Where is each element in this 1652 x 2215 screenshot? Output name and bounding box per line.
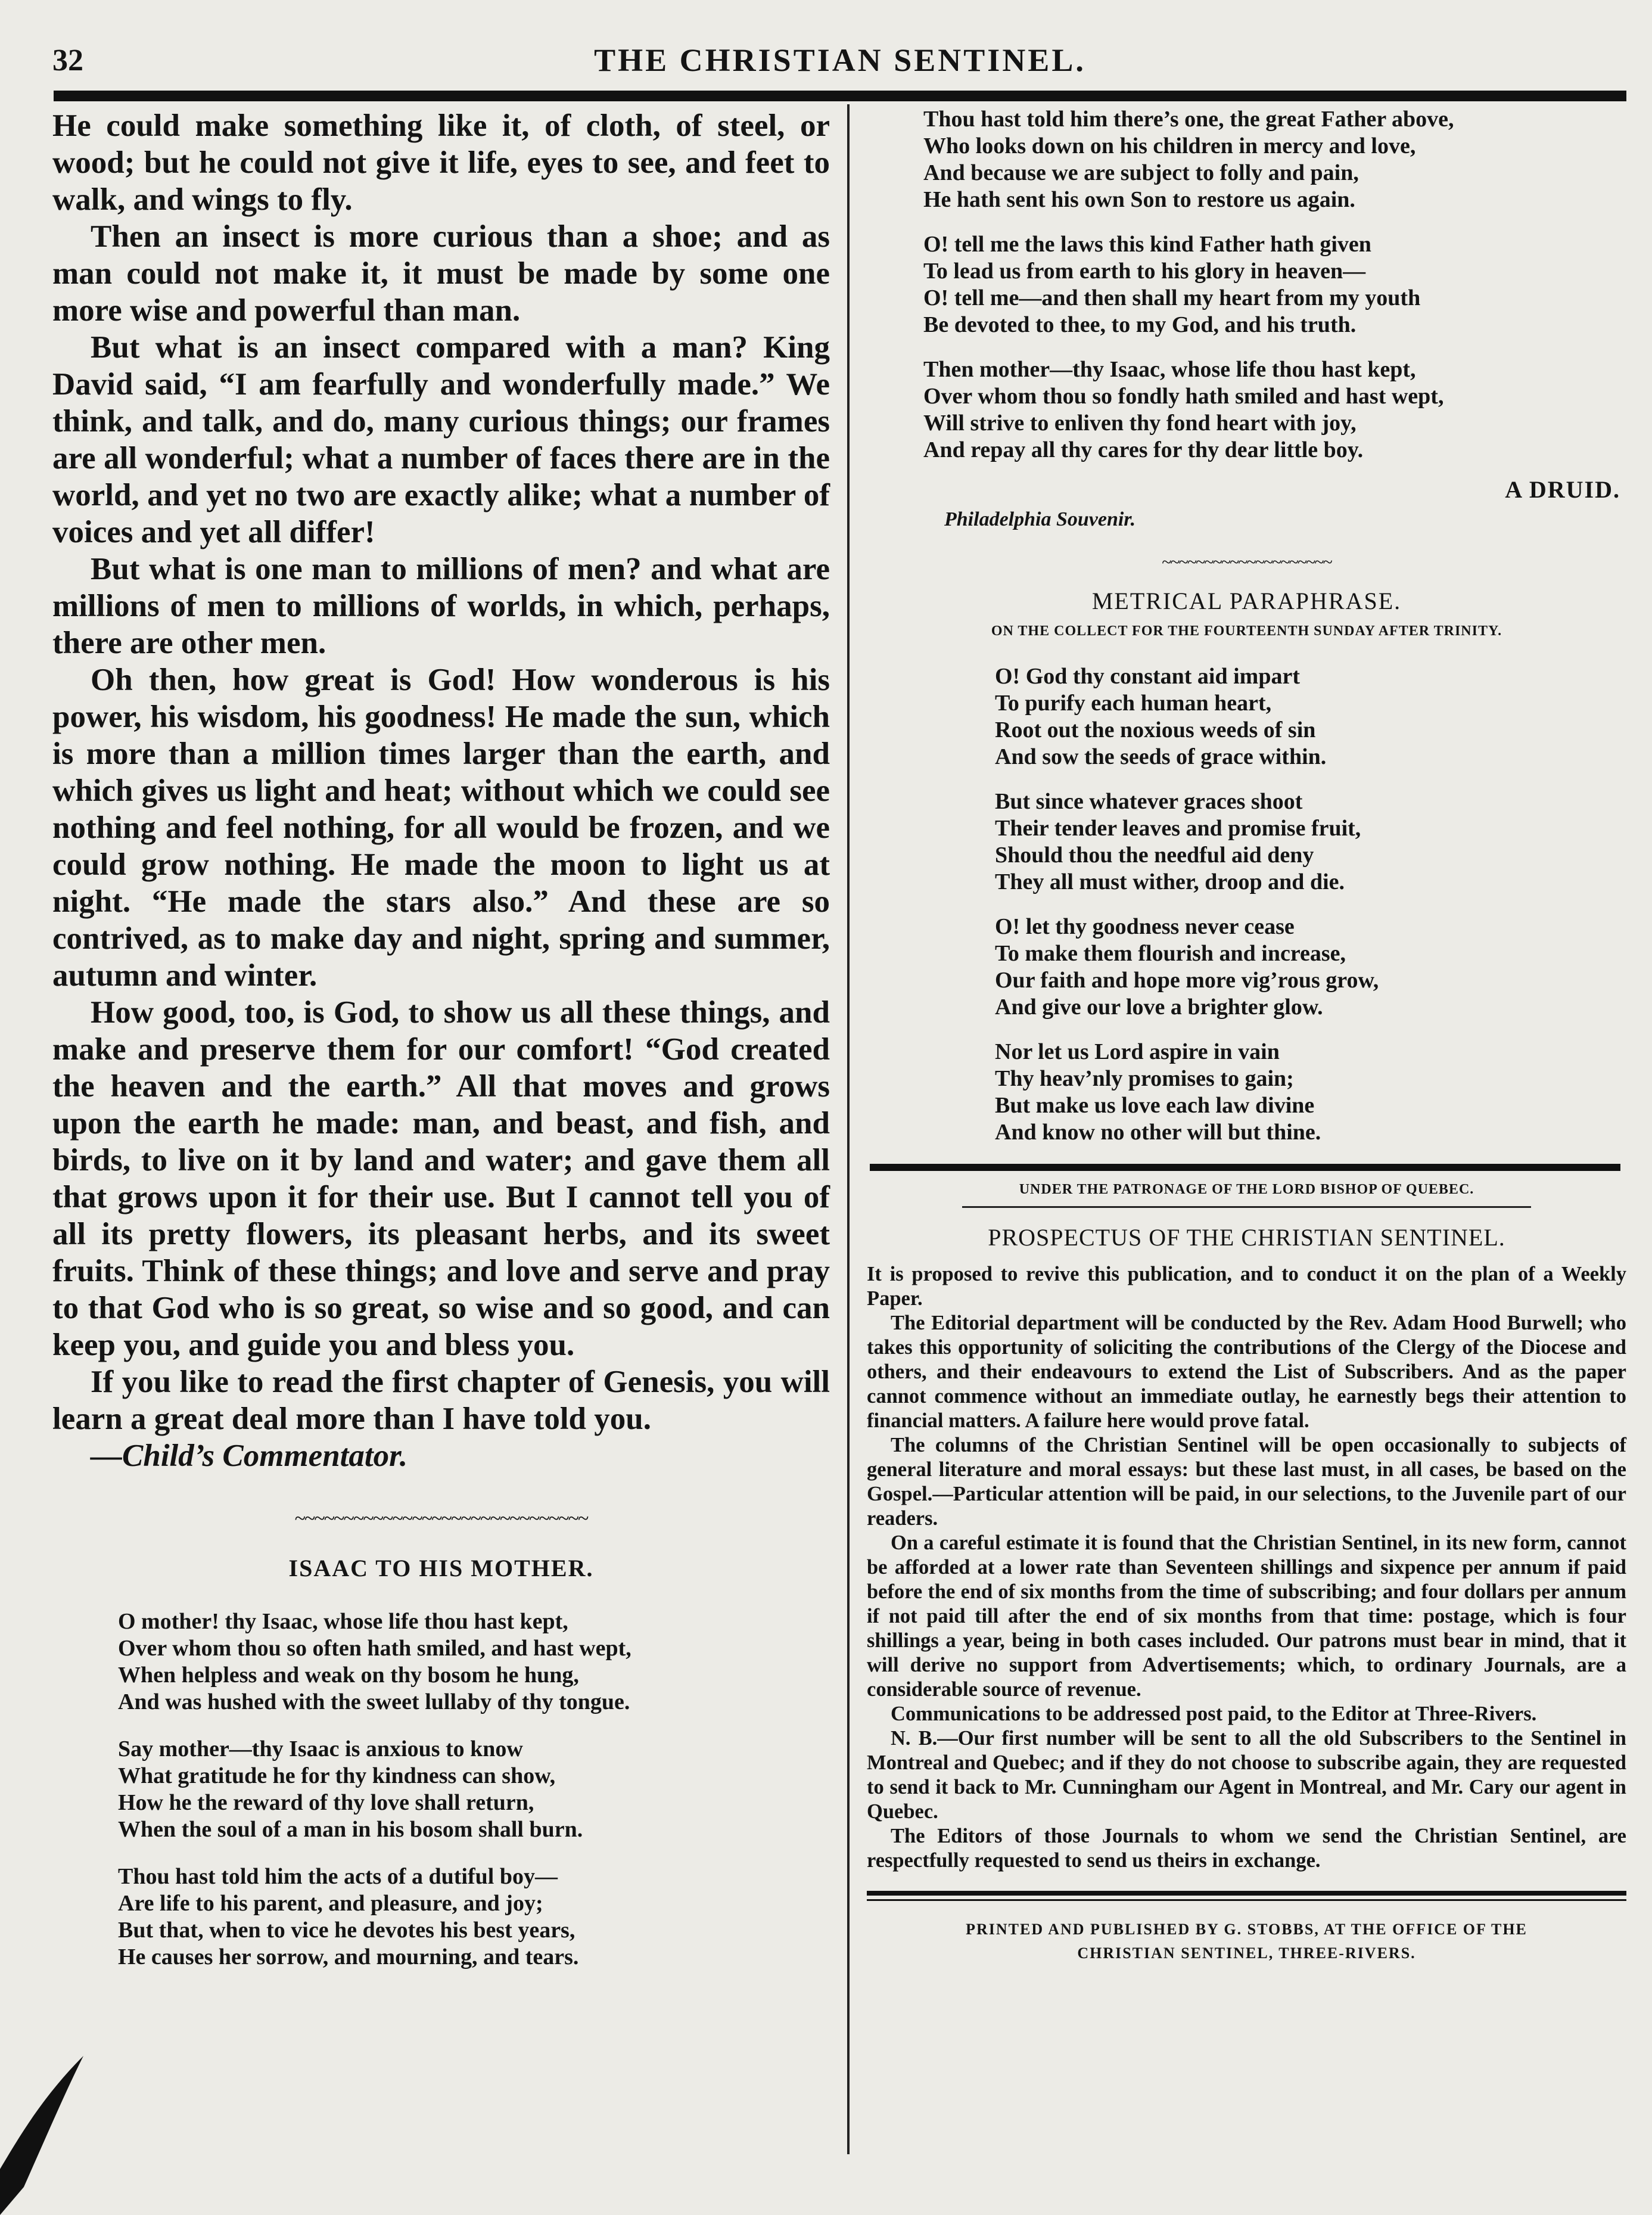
poem-line: Then mother—thy Isaac, whose life thou hast kept, bbox=[923, 357, 1416, 382]
footer-rule-thin bbox=[867, 1899, 1626, 1901]
header-rule bbox=[54, 91, 1626, 101]
masthead-title: THE CHRISTIAN SENTINEL. bbox=[594, 42, 1086, 78]
patronage-line: UNDER THE PATRONAGE OF THE LORD BISHOP OF QUEBEC. bbox=[1019, 1182, 1474, 1197]
hymn-line: Nor let us Lord aspire in vain bbox=[995, 1039, 1280, 1064]
prospectus-paragraph: It is proposed to revive this publication, and to conduct it on the plan of a Weekly Paper. bbox=[867, 1263, 1626, 1310]
hymn-line: O! let thy goodness never cease bbox=[995, 914, 1295, 939]
poem-line: To lead us from earth to his glory in heaven— bbox=[923, 259, 1366, 284]
poem-stanza bbox=[923, 356, 1626, 464]
poem-line: How he the reward of thy love shall return, bbox=[118, 1790, 534, 1815]
poem-stanza bbox=[923, 106, 1626, 213]
hymn-line: Our faith and hope more vig’rous grow, bbox=[995, 968, 1379, 993]
poem-line: When helpless and weak on thy bosom he hung, bbox=[118, 1663, 579, 1688]
poem-title: ISAAC TO HIS MOTHER. bbox=[288, 1555, 594, 1582]
hymn-stanza bbox=[995, 1039, 1626, 1146]
poem-line: O! tell me—and then shall my heart from my youth bbox=[923, 285, 1421, 310]
footer-rule bbox=[867, 1891, 1626, 1896]
hymn-line: But since whatever graces shoot bbox=[995, 789, 1303, 814]
poem-line: Are life to his parent, and pleasure, and joy; bbox=[118, 1891, 543, 1916]
article-body bbox=[52, 107, 830, 1474]
poem-line: Say mother—thy Isaac is anxious to know bbox=[118, 1736, 523, 1762]
poem-stanza bbox=[923, 231, 1626, 338]
poem-line: But that, when to vice he devotes his best years, bbox=[118, 1918, 575, 1943]
hymn-line: To purify each human heart, bbox=[995, 691, 1272, 716]
poem-line: Will strive to enliven thy fond heart with joy, bbox=[923, 411, 1357, 436]
ornament-divider: ~~~~~~~~~~~~~~~~~~~~~~~~~~~~~~ bbox=[294, 1508, 588, 1530]
poem-line: And was hushed with the sweet lullaby of thy tongue. bbox=[118, 1689, 630, 1714]
hymn-line: And know no other will but thine. bbox=[995, 1120, 1321, 1145]
paragraph: Then an insect is more curious than a shoe; and as man could not make it, it must be made by some one more wise and powerful than man. bbox=[52, 219, 830, 328]
prospectus-paragraph: The columns of the Christian Sentinel will be open occasionally to subjects of general literature and moral essays: but these last must, in all cases, be based on the Gospel.—Particular attention will be paid, in our selections, to the Juvenile part of our readers. bbox=[867, 1434, 1626, 1530]
hymn-line: Their tender leaves and promise fruit, bbox=[995, 816, 1361, 841]
paragraph: But what is one man to millions of men? and what are millions of men to millions of worlds, in which, perhaps, there are other men. bbox=[52, 552, 830, 660]
paragraph: But what is an insect compared with a man? King David said, “I am fearfully and wonderfully made.” We think, and talk, and do, many curious things; our frames are all wonderful; what a number of faces there are in the world, and yet no two are exactly alike; what a number of voices and yet all differ! bbox=[52, 330, 830, 549]
poem-line: O mother! thy Isaac, whose life thou hast kept, bbox=[118, 1609, 568, 1634]
source-attribution: —Child’s Commentator. bbox=[91, 1439, 408, 1473]
paragraph: He could make something like it, of cloth, of steel, or wood; but he could not give it life, eyes to see, and feet to walk, and wings to fly. bbox=[52, 108, 830, 217]
page-number: 32 bbox=[52, 44, 83, 77]
poem-line: Thou hast told him the acts of a dutiful boy— bbox=[118, 1864, 558, 1889]
poem-line: He causes her sorrow, and mourning, and tears. bbox=[118, 1944, 579, 1969]
prospectus-paragraph: Communications to be addressed post paid, to the Editor at Three-Rivers. bbox=[891, 1703, 1537, 1725]
page-header bbox=[48, 18, 1632, 95]
hymn-stanza bbox=[995, 663, 1626, 771]
thin-rule bbox=[962, 1206, 1531, 1208]
poem-line: Be devoted to thee, to my God, and his truth. bbox=[923, 312, 1357, 337]
poem-stanza bbox=[118, 1736, 830, 1843]
hymn-line: Root out the noxious weeds of sin bbox=[995, 717, 1316, 743]
printer-imprint bbox=[867, 1918, 1626, 1965]
poem-line: Over whom thou so fondly hath smiled and hast wept, bbox=[923, 384, 1444, 409]
hymn-line: O! God thy constant aid impart bbox=[995, 664, 1300, 689]
right-column bbox=[867, 106, 1626, 1965]
quill-pen-icon bbox=[0, 2050, 89, 2215]
hymn-stanza bbox=[995, 914, 1626, 1021]
poem-line: And repay all thy cares for thy dear little boy. bbox=[923, 437, 1364, 462]
poem-line: Who looks down on his children in mercy and love, bbox=[923, 133, 1416, 159]
hymn-line: Should thou the needful aid deny bbox=[995, 843, 1314, 868]
column-divider bbox=[847, 104, 850, 2154]
paragraph: If you like to read the first chapter of Genesis, you will learn a great deal more than I have told you. bbox=[52, 1365, 830, 1436]
hymn-line: But make us love each law divine bbox=[995, 1093, 1315, 1118]
poem-stanza bbox=[118, 1863, 830, 1971]
left-column bbox=[52, 107, 830, 1991]
poem-line: Over whom thou so often hath smiled, and hast wept, bbox=[118, 1636, 631, 1661]
poem-line: When the soul of a man in his bosom shall burn. bbox=[118, 1817, 583, 1842]
hymn-line: They all must wither, droop and die. bbox=[995, 869, 1345, 894]
section-subtitle: ON THE COLLECT FOR THE FOURTEENTH SUNDAY AFTER TRINITY. bbox=[991, 623, 1502, 639]
imprint-line: CHRISTIAN SENTINEL, THREE-RIVERS. bbox=[1077, 1944, 1416, 1962]
source-attribution: Philadelphia Souvenir. bbox=[944, 508, 1136, 530]
prospectus-body bbox=[867, 1262, 1626, 1873]
poem-line: O! tell me the laws this kind Father hath given bbox=[923, 232, 1371, 257]
imprint-line: PRINTED AND PUBLISHED BY G. STOBBS, AT THE OFFICE OF THE bbox=[966, 1921, 1527, 1938]
prospectus-paragraph: On a careful estimate it is found that the Christian Sentinel, in its new form, cannot be afforded at a lower rate than Seventeen shillings and sixpence per annum if paid before the end of six months from the time of subscribing; and four dollars per annum if not paid till after the end of six months from that time: postage, which is four shillings a year, being in both cases included. Our patrons must bear in mind, that it will derive no support from Advertisements; which, to ordinary Journals, are a considerable source of revenue. bbox=[867, 1531, 1626, 1701]
prospectus-paragraph: The Editorial department will be conducted by the Rev. Adam Hood Burwell; who takes this opportunity of soliciting the contributions of the Clergy of the Diocese and others, and their endeavours to extend the List of Subscribers. And as the paper cannot commence without an immediate outlay, he earnestly begs their attention to financial matters. A failure here would prove fatal. bbox=[867, 1312, 1626, 1432]
prospectus-paragraph: The Editors of those Journals to whom we send the Christian Sentinel, are respectfully requested to send us theirs in exchange. bbox=[867, 1825, 1626, 1872]
poem-stanza bbox=[118, 1608, 830, 1716]
poem-line: What gratitude he for thy kindness can show, bbox=[118, 1763, 556, 1788]
paragraph: Oh then, how great is God! How wonderous is his power, his wisdom, his goodness! He made the sun, which is more than a million times larger than the earth, and which gives us light and heat; without which we could see nothing and feel nothing, for all would be frozen, and we could grow nothing. He made the moon to light us at night. “He made the stars also.” And these are so contrived, as to make day and night, spring and summer, autumn and winter. bbox=[52, 663, 830, 993]
poem-line: He hath sent his own Son to restore us again. bbox=[923, 187, 1355, 212]
hymn-line: To make them flourish and increase, bbox=[995, 941, 1346, 966]
hymn-line: And sow the seeds of grace within. bbox=[995, 744, 1327, 769]
hymn-line: And give our love a brighter glow. bbox=[995, 995, 1323, 1020]
paragraph: How good, too, is God, to show us all these things, and make and preserve them for our comfort! “God created the heaven and the earth.” All that moves and grows upon the earth he made: man, and beast, and fish, and birds, to live on it by land and water; and gave them all that grows upon it for their use. But I cannot tell you of all its pretty flowers, its pleasant herbs, and its sweet fruits. Think of these things; and love and serve and pray to that God who is so great, so wise and so good, and can keep you, and guide you and bless you. bbox=[52, 995, 830, 1362]
hymn-line: Thy heav’nly promises to gain; bbox=[995, 1066, 1294, 1091]
section-rule bbox=[870, 1164, 1620, 1171]
hymn-stanza bbox=[995, 788, 1626, 896]
prospectus-paragraph: N. B.—Our first number will be sent to all the old Subscribers to the Sentinel in Montreal and Quebec; and if they do not choose to subscribe again, they are requested to send it back to Mr. Cunningham our Agent in Montreal, and Mr. Cary our agent in Quebec. bbox=[867, 1727, 1626, 1823]
section-title: METRICAL PARAPHRASE. bbox=[1091, 588, 1402, 614]
poem-signature: A DRUID. bbox=[1505, 476, 1620, 503]
prospectus-title: PROSPECTUS OF THE CHRISTIAN SENTINEL. bbox=[988, 1224, 1505, 1251]
poem-line: And because we are subject to folly and pain, bbox=[923, 160, 1359, 185]
poem-line: Thou hast told him there’s one, the great Father above, bbox=[923, 107, 1454, 132]
ornament-divider: ~~~~~~~~~~~~~~~~~~~~ bbox=[1162, 552, 1331, 572]
